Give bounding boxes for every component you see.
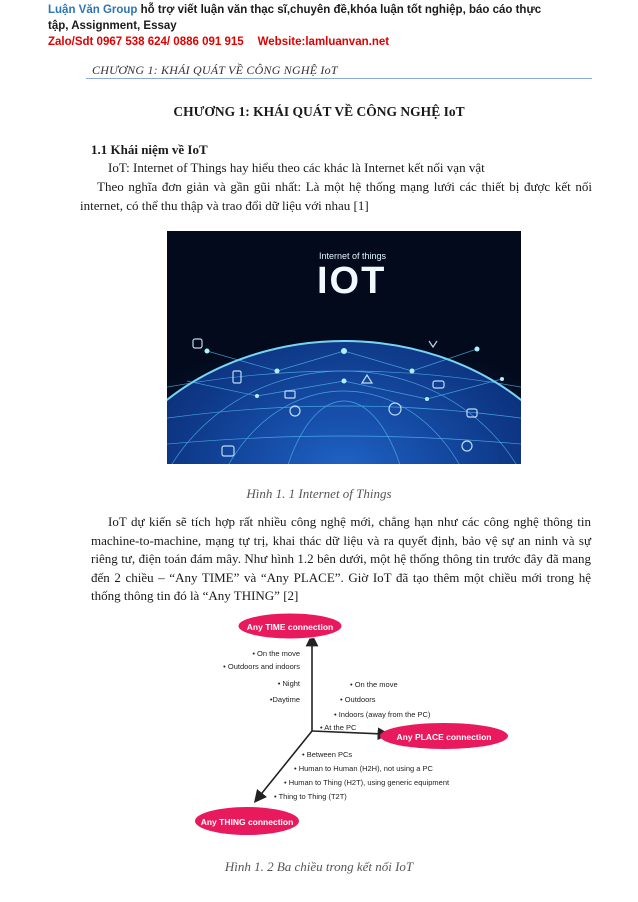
- thing-item: • Human to Thing (H2T), using generic equipment: [284, 778, 450, 787]
- banner-line-1-text: hỗ trợ viết luận văn thạc sĩ,chuyên đề,khóa luận tốt nghiệp, báo cáo thực: [137, 4, 542, 16]
- place-connection-label: Any PLACE connection: [396, 732, 492, 742]
- place-item: • Outdoors: [340, 695, 376, 704]
- place-item: • At the PC: [320, 723, 357, 732]
- figure-1-caption: Hình 1. 1 Internet of Things: [246, 486, 392, 501]
- header-rule: [86, 78, 592, 79]
- running-header: CHƯƠNG 1: KHÁI QUÁT VỀ CÔNG NGHỆ IoT: [92, 63, 338, 77]
- paragraph-2: Theo nghĩa đơn giản và gần gũi nhất: Là một hệ thống mạng lưới các thiết bị được kết nối internet, có thể thu thập và trao đổi dữ liệu với nhau [1]: [80, 179, 592, 213]
- figure-2-caption: Hình 1. 2 Ba chiều trong kết nối IoT: [224, 859, 414, 874]
- banner-line-2: tập, Assignment, Essay: [48, 20, 177, 32]
- iot-figure-small-text: Internet of things: [319, 251, 387, 261]
- chapter-title: CHƯƠNG 1: KHÁI QUÁT VỀ CÔNG NGHỆ IoT: [173, 104, 465, 119]
- paragraph-1: IoT: Internet of Things hay hiểu theo các khác là Internet kết nối vạn vật: [108, 160, 485, 175]
- place-item: • Indoors (away from the PC): [334, 710, 431, 719]
- thing-item: • Human to Human (H2H), not using a PC: [294, 764, 433, 773]
- iot-globe-illustration: [167, 231, 521, 464]
- banner-contact-line: [48, 34, 608, 50]
- time-item: • Night: [277, 679, 300, 688]
- three-dimensions-svg: [190, 606, 510, 846]
- iot-figure-image: [167, 231, 521, 464]
- paragraph-3: IoT dự kiến sẽ tích hợp rất nhiều công nghệ mới, chẳng hạn như các công nghệ thông tin machine-to-machine, mạng tự trị, khai thác dữ liệu và ra quyết định, bảo vệ sự an ninh và sự riêng tư, điện toán đám mây. Như hình 1.2 bên dưới, một hệ thống thông tin trước đây đã mang đến 2 chiều – “Any TIME” và “Any PLACE”. Giờ IoT đã tạo thêm một chiều mới trong hệ thống thông tin đó là “Any THING” [2]: [91, 514, 591, 604]
- time-item: •Daytime: [269, 695, 300, 704]
- banner-website[interactable]: Website:lamluanvan.net: [257, 36, 390, 48]
- time-connection-label: Any TIME connection: [246, 622, 334, 632]
- banner-contact: Zalo/Sdt 0967 538 624/ 0886 091 915: [48, 36, 244, 48]
- thing-connection-label: Any THING connection: [200, 817, 294, 827]
- place-item: • On the move: [350, 680, 398, 689]
- thing-item: • Between PCs: [302, 750, 353, 759]
- time-item: • Outdoors and indoors: [223, 662, 300, 671]
- iot-figure-big-text: IOT: [317, 260, 387, 302]
- section-heading: 1.1 Khái niệm về IoT: [91, 142, 208, 157]
- time-item: • On the move: [252, 649, 300, 658]
- three-dimensions-diagram: [190, 606, 510, 846]
- promo-banner: [48, 2, 608, 50]
- thing-item: • Thing to Thing (T2T): [274, 792, 347, 801]
- banner-brand: Luận Văn Group: [48, 4, 138, 16]
- banner-line-1: [48, 2, 608, 18]
